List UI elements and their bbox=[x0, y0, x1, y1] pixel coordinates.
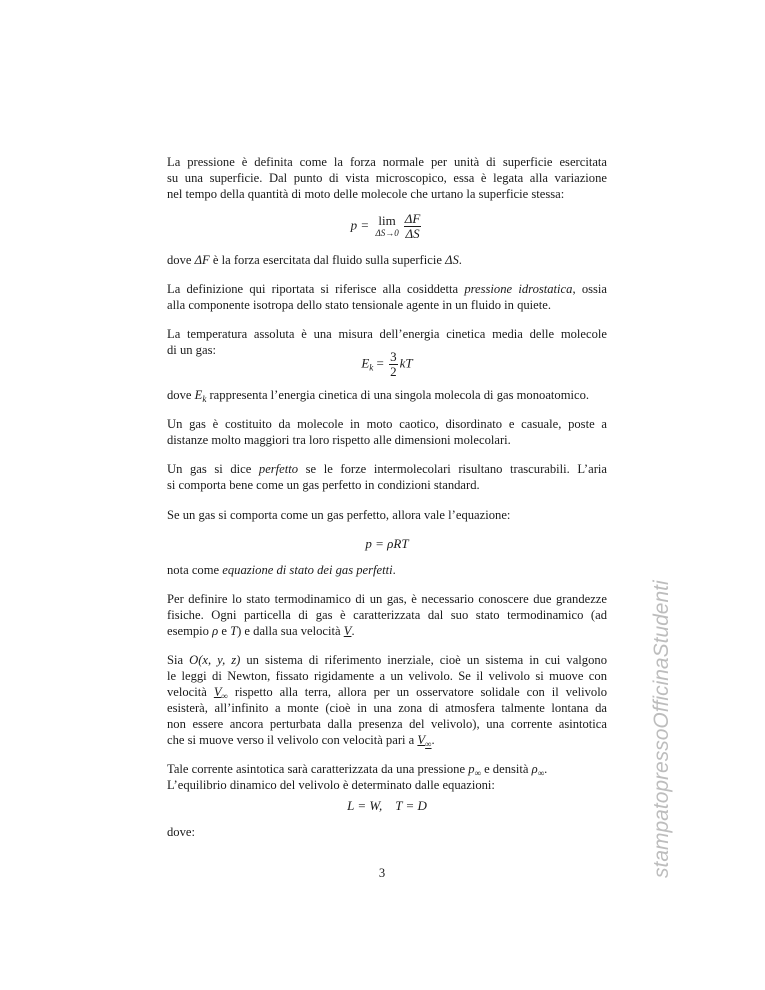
t: un sistema di riferimento inerziale, cioè un sistema in cui valgono bbox=[240, 653, 607, 667]
text-line bbox=[167, 732, 607, 748]
eq-lhs: p = bbox=[350, 217, 370, 233]
t: . bbox=[458, 253, 462, 267]
t: . bbox=[392, 563, 396, 577]
fraction bbox=[389, 350, 398, 379]
fraction bbox=[404, 212, 422, 241]
t: = bbox=[373, 355, 388, 371]
t: è la forza esercitata dal fluido sulla superficie bbox=[209, 253, 446, 267]
t: ) e dalla sua velocità bbox=[237, 624, 344, 638]
text-line: nel tempo della quantità di moto delle molecole che urtano la superficie stessa: bbox=[167, 187, 565, 201]
math: T bbox=[230, 624, 238, 638]
emphasis: pressione idrostatica bbox=[464, 282, 573, 296]
t: e densità bbox=[480, 762, 532, 776]
t: e bbox=[218, 624, 231, 638]
limit bbox=[375, 212, 399, 239]
math: ΔS bbox=[445, 253, 459, 267]
t: che si muove verso il velivolo con velocità pari a bbox=[167, 733, 418, 747]
math-vector: V bbox=[343, 624, 352, 638]
t: . bbox=[431, 733, 435, 747]
t: Un gas si dice bbox=[167, 462, 259, 476]
t: . bbox=[351, 624, 355, 638]
t: dove bbox=[167, 253, 195, 267]
text-line: L’equilibrio dinamico del velivolo è determinato dalle equazioni: bbox=[167, 778, 495, 792]
text-line bbox=[167, 387, 607, 403]
text-line: alla componente isotropa dello stato tensionale agente in un fluido in quiete. bbox=[167, 298, 552, 312]
subscript: k bbox=[202, 394, 207, 404]
equation-kinetic-energy bbox=[167, 350, 607, 379]
watermark: stampatopressoOfficinaStudenti bbox=[650, 580, 673, 878]
math: ΔF bbox=[194, 253, 210, 267]
text-line: dove: bbox=[167, 825, 195, 839]
t: se le forze intermolecolari risultano trascurabili. L’aria bbox=[298, 462, 607, 476]
t: . bbox=[544, 762, 548, 776]
emphasis: equazione di stato dei gas perfetti bbox=[222, 563, 393, 577]
math-vector: V bbox=[213, 685, 222, 699]
text-line bbox=[167, 761, 607, 777]
t: rispetto alla terra, allora per un osservatore solidale con il velivolo bbox=[227, 685, 607, 699]
subscript: ∞ bbox=[474, 768, 481, 778]
t: dove bbox=[167, 388, 195, 402]
text-line: di un gas: bbox=[167, 343, 216, 357]
math: ρ bbox=[531, 762, 538, 776]
equation-equilibrium: L = W, T = D bbox=[347, 798, 427, 813]
subscript: k bbox=[369, 362, 374, 373]
text-line: Se un gas si comporta come un gas perfetto, allora vale l’equazione: bbox=[167, 508, 511, 522]
lim-under: ΔS→0 bbox=[375, 227, 399, 238]
t: La definizione qui riportata si riferisce alla cosiddetta bbox=[167, 282, 465, 296]
math-vector: V bbox=[417, 733, 426, 747]
emphasis: perfetto bbox=[258, 462, 299, 476]
text-line bbox=[167, 461, 607, 477]
subscript: ∞ bbox=[221, 691, 228, 700]
text-line: La pressione è definita come la forza normale per unità di superficie esercitata bbox=[167, 155, 607, 169]
text-line: La temperatura assoluta è una misura dell’energia cinetica media delle molecole bbox=[167, 327, 607, 341]
text-line: le leggi di Newton, fissato rigidamente a un velivolo. Se il velivolo si muove con bbox=[167, 669, 607, 683]
numerator: ΔF bbox=[404, 211, 421, 226]
text-line bbox=[167, 281, 607, 297]
text-line: su una superficie. Dal punto di vista microscopico, essa è legata alla variazione bbox=[167, 171, 607, 185]
math: E bbox=[361, 355, 370, 371]
math: kT bbox=[399, 355, 413, 371]
text-line bbox=[167, 252, 607, 268]
lim-text: lim bbox=[378, 212, 396, 228]
text-line: non essere ancora perturbata dalla presenza del velivolo), una corrente asintotica bbox=[167, 717, 607, 731]
t: nota come bbox=[167, 563, 223, 577]
t: esempio bbox=[167, 624, 213, 638]
t: , ossia bbox=[572, 282, 607, 296]
math: ρ bbox=[212, 624, 219, 638]
text-line: esisterà, all’infinito a monte (cioè in una zona di atmosfera talmente lontana da bbox=[167, 701, 607, 715]
t: Tale corrente asintotica sarà caratterizzata da una pressione bbox=[167, 762, 469, 776]
subscript: ∞ bbox=[425, 739, 432, 749]
equation-pressure bbox=[167, 212, 607, 241]
text-line bbox=[167, 684, 607, 700]
numerator: 3 bbox=[390, 349, 397, 364]
math: E bbox=[194, 388, 203, 402]
text-line: distanze molto maggiori tra loro rispetto alle dimensioni molecolari. bbox=[167, 433, 511, 447]
denominator: ΔS bbox=[405, 226, 420, 241]
text-line: fisiche. Ogni particella di gas è caratterizzata dal suo stato termodinamico (ad bbox=[167, 608, 607, 622]
denominator: 2 bbox=[390, 364, 397, 379]
equation-ideal-gas: p = ρRT bbox=[365, 536, 409, 551]
math: p bbox=[468, 762, 475, 776]
t: velocità bbox=[167, 685, 214, 699]
text-line bbox=[167, 562, 607, 578]
text-line bbox=[167, 652, 607, 668]
t: rappresenta l’energia cinetica di una singola molecola di gas monoatomico. bbox=[206, 388, 590, 402]
text-line: Per definire lo stato termodinamico di un gas, è necessario conoscere due grandezze bbox=[167, 592, 607, 606]
text-line bbox=[167, 623, 607, 639]
subscript: ∞ bbox=[537, 768, 545, 778]
math: O(x, y, z) bbox=[189, 653, 241, 667]
text-line: Un gas è costituito da molecole in moto caotico, disordinato e casuale, poste a bbox=[167, 417, 607, 431]
text-line: si comporta bene come un gas perfetto in condizioni standard. bbox=[167, 478, 480, 492]
page-number: 3 bbox=[378, 866, 386, 880]
t: Sia bbox=[167, 653, 190, 667]
